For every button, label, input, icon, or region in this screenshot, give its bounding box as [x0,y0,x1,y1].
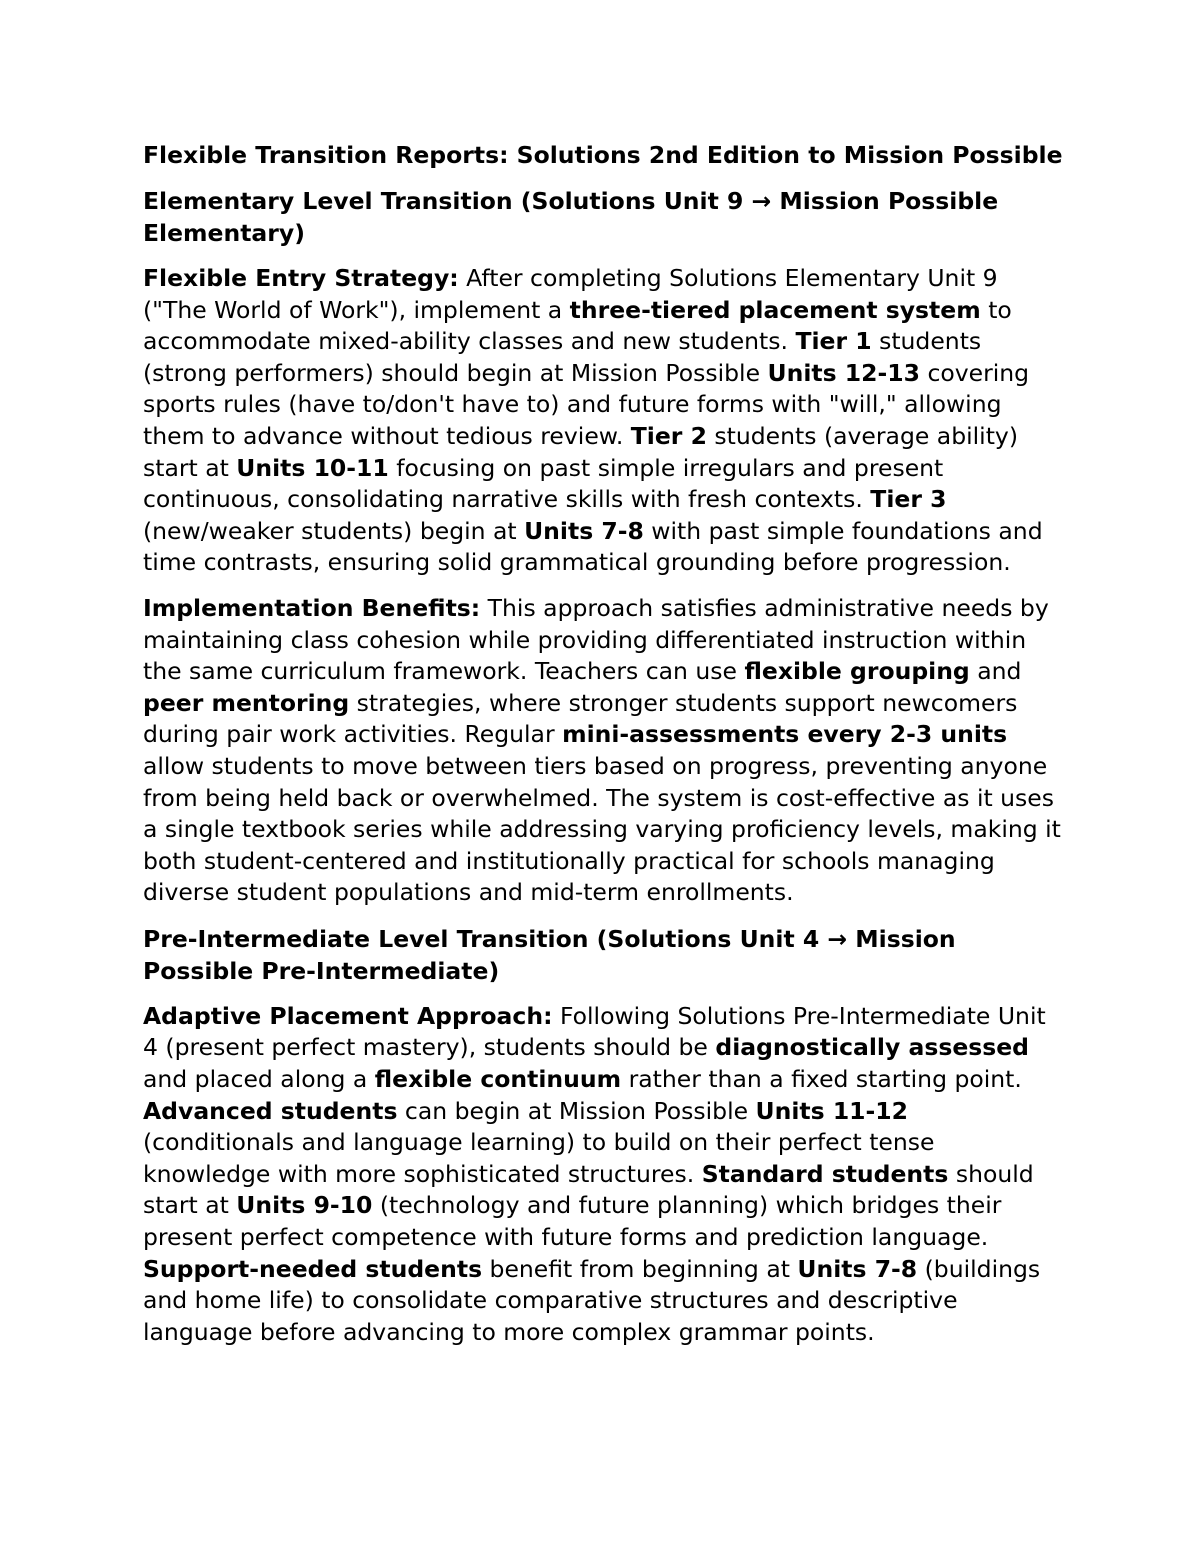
bold-text: Units 11-12 [755,1096,908,1125]
section-heading: Pre-Intermediate Level Transition (Solutions Unit 4 → Mission Possible Pre-Intermediate) [143,924,956,985]
bold-text: Units 7-8 [797,1254,918,1283]
document-title: Flexible Transition Reports: Solutions 2nd Edition to Mission Possible [143,141,1063,169]
bold-text: mini-assessments every 2-3 units [562,720,1008,749]
body-text: (new/weaker students) begin at [143,516,525,545]
body-text: (technology and future planning) which bridges their present perfect competence with future forms and prediction language. [143,1191,1002,1252]
bold-text: Support-needed students [143,1254,483,1283]
body-text: After completing Solutions Elementary Unit 9 ("The World of Work"), implement a [143,264,998,324]
body-text: allow students to move between tiers based on progress, preventing anyone from being held back or overwhelmed. The system is cost-effective as it uses a single textbook series while addressing varying proficiency levels, making it both student-centered and institutionally practical for schools managing diverse student populations and mid-term enrollments. [143,751,1061,907]
body-text: students (average ability) start at [143,421,1018,482]
bold-text: Implementation Benefits: [143,593,481,622]
bold-text: Tier 3 [870,485,947,514]
section-elementary [143,185,1063,909]
bold-text: Advanced students [143,1096,398,1125]
body-text: This approach satisfies administrative needs by maintaining class cohesion while providing differentiated instruction within the same curriculum framework. Teachers can use [143,593,1049,686]
bold-text: flexible continuum [374,1065,622,1094]
body-text: (buildings and home life) to consolidate comparative structures and descriptive language before advancing to more complex grammar points. [143,1254,1041,1346]
paragraph-flexible-entry-strategy [143,263,1063,579]
body-text: should start at [143,1159,1034,1220]
bold-text: three-tiered placement system [569,295,981,324]
bold-text: Adaptive Placement Approach: [143,1001,553,1030]
body-text: focusing on past simple irregulars and present continuous, consolidating narrative skills with fresh contexts. [143,453,944,514]
body-text: Following Solutions Pre-Intermediate Unit 4 (present perfect mastery), students should be [143,1001,1046,1062]
bold-text: Standard students [701,1159,949,1188]
body-text: students (strong performers) should begin at Mission Possible [143,327,982,387]
body-text: strategies, where stronger students support newcomers during pair work activities. Regular [143,688,1018,749]
body-text: covering sports rules (have to/don't have to) and future forms with "will," allowing them to advance without tedious review. [143,358,1030,450]
bold-text: Units 9-10 [236,1191,373,1220]
body-text: (conditionals and language learning) to build on their perfect tense knowledge with more sophisticated structures. [143,1128,935,1188]
bold-text: flexible grouping [744,657,970,686]
paragraph-implementation-benefits [143,593,1063,909]
section-pre-intermediate [143,923,1063,1349]
body-text: can begin at Mission Possible [397,1096,756,1125]
bold-text: Units 10-11 [236,453,389,482]
body-text: and placed along a [143,1065,375,1094]
bold-text: Tier 1 [795,327,872,356]
bold-text: diagnostically assessed [715,1033,1029,1062]
bold-text: Units 12-13 [767,358,920,387]
body-text: rather than a fixed starting point. [621,1065,1022,1094]
body-text: and [969,657,1022,686]
bold-text: Tier 2 [630,421,707,450]
body-text: with past simple foundations and time contrasts, ensuring solid grammatical grounding before progression. [143,516,1043,577]
bold-text: Units 7-8 [524,516,644,545]
section-heading: Elementary Level Transition (Solutions Unit 9 → Mission Possible Elementary) [143,187,999,247]
paragraph-adaptive-placement-approach [143,1001,1063,1349]
bold-text: Flexible Entry Strategy: [143,264,459,292]
body-text: to accommodate mixed-ability classes and new students. [143,295,1012,356]
document-page [143,139,1063,1362]
body-text: benefit from beginning at [482,1254,798,1283]
bold-text: peer mentoring [143,688,350,717]
